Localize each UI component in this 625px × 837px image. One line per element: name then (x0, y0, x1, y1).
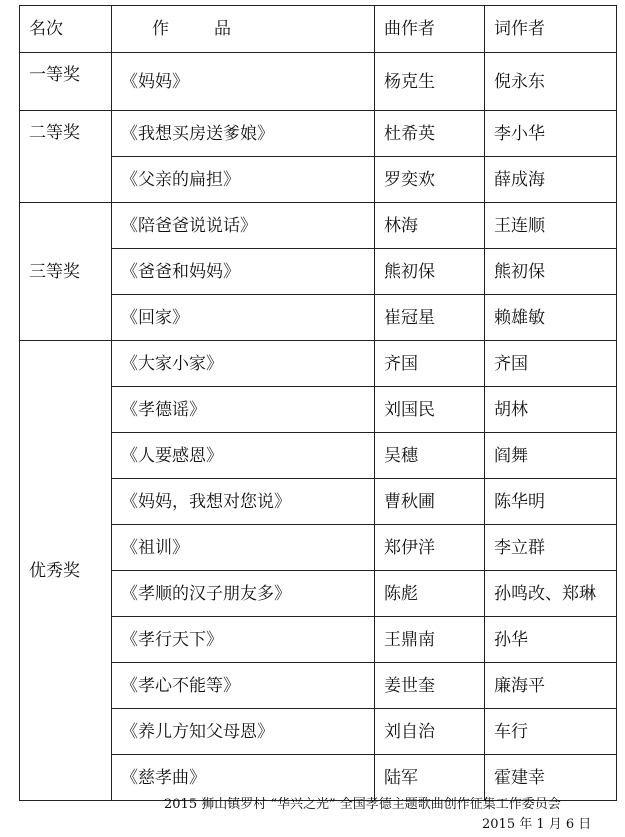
work-cell: 《爸爸和妈妈》 (112, 249, 375, 295)
organizer-line: 2015 狮山镇罗村 “华兴之光” 全国孝德主题歌曲创作征集工作委员会 (164, 797, 561, 812)
work-cell: 《养儿方知父母恩》 (112, 709, 375, 755)
table-row (20, 203, 617, 249)
rank-cell: 三等奖 (20, 203, 112, 341)
work-cell: 《回家》 (112, 295, 375, 341)
composer-cell: 姜世奎 (375, 663, 485, 709)
lyricist-cell: 李立群 (485, 525, 617, 571)
composer-cell: 杜希英 (375, 111, 485, 157)
composer-cell: 熊初保 (375, 249, 485, 295)
lyricist-cell: 廉海平 (485, 663, 617, 709)
awards-table (19, 5, 617, 801)
table-row (20, 341, 617, 387)
rank-cell: 一等奖 (20, 53, 112, 111)
header-row (20, 6, 617, 53)
composer-cell: 刘自治 (375, 709, 485, 755)
work-cell: 《陪爸爸说说话》 (112, 203, 375, 249)
work-cell: 《孝顺的汉子朋友多》 (112, 571, 375, 617)
header-rank: 名次 (20, 6, 112, 53)
work-cell: 《孝行天下》 (112, 617, 375, 663)
header-composer: 曲作者 (375, 6, 485, 53)
lyricist-cell: 阎舞 (485, 433, 617, 479)
composer-cell: 林海 (375, 203, 485, 249)
work-cell: 《妈妈》 (112, 53, 375, 111)
lyricist-cell: 熊初保 (485, 249, 617, 295)
composer-cell: 齐国 (375, 341, 485, 387)
work-cell: 《大家小家》 (112, 341, 375, 387)
composer-cell: 吴穗 (375, 433, 485, 479)
date-line: 2015 年 1 月 6 日 (482, 817, 592, 832)
table-row (20, 53, 617, 111)
lyricist-cell: 赖雄敏 (485, 295, 617, 341)
lyricist-cell: 薛成海 (485, 157, 617, 203)
work-cell: 《慈孝曲》 (112, 755, 375, 801)
work-cell: 《祖训》 (112, 525, 375, 571)
lyricist-cell: 霍建幸 (485, 755, 617, 801)
work-cell: 《孝德谣》 (112, 387, 375, 433)
header-work: 作 品 (112, 6, 375, 53)
header-lyricist: 词作者 (485, 6, 617, 53)
lyricist-cell: 李小华 (485, 111, 617, 157)
table-row (20, 111, 617, 157)
composer-cell: 陆军 (375, 755, 485, 801)
composer-cell: 陈彪 (375, 571, 485, 617)
rank-cell: 优秀奖 (20, 341, 112, 801)
lyricist-cell: 陈华明 (485, 479, 617, 525)
composer-cell: 杨克生 (375, 53, 485, 111)
lyricist-cell: 孙鸣改、郑琳 (485, 571, 617, 617)
lyricist-cell: 齐国 (485, 341, 617, 387)
composer-cell: 郑伊洋 (375, 525, 485, 571)
lyricist-cell: 车行 (485, 709, 617, 755)
rank-cell: 二等奖 (20, 111, 112, 203)
work-cell: 《我想买房送爹娘》 (112, 111, 375, 157)
table-body (20, 53, 617, 801)
work-cell: 《父亲的扁担》 (112, 157, 375, 203)
composer-cell: 刘国民 (375, 387, 485, 433)
lyricist-cell: 孙华 (485, 617, 617, 663)
composer-cell: 罗奕欢 (375, 157, 485, 203)
composer-cell: 曹秋圃 (375, 479, 485, 525)
work-cell: 《孝心不能等》 (112, 663, 375, 709)
lyricist-cell: 王连顺 (485, 203, 617, 249)
lyricist-cell: 胡林 (485, 387, 617, 433)
work-cell: 《人要感恩》 (112, 433, 375, 479)
work-cell: 《妈妈，我想对您说》 (112, 479, 375, 525)
lyricist-cell: 倪永东 (485, 53, 617, 111)
composer-cell: 王鼎南 (375, 617, 485, 663)
composer-cell: 崔冠星 (375, 295, 485, 341)
